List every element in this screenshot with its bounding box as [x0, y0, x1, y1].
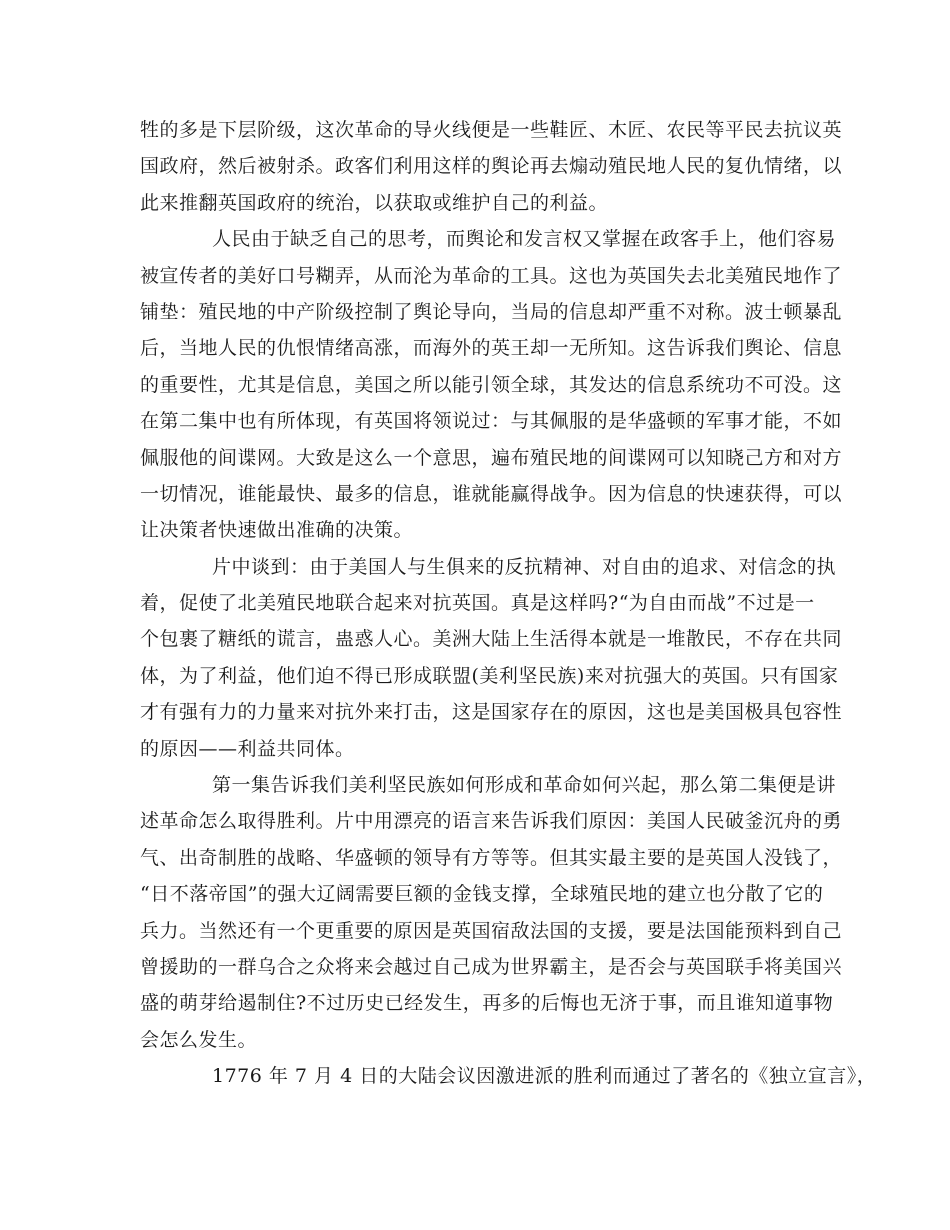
text-line: 佩服他的间谍网。大致是这么一个意思，遍布殖民地的间谍网可以知晓己方和对方	[140, 446, 843, 469]
text-line: 牲的多是下层阶级，这次革命的导火线便是一些鞋匠、木匠、农民等平民去抗议英	[140, 119, 843, 141]
text-line: 此来推翻英国政府的统治，以获取或维护自己的利益。	[140, 191, 609, 214]
paragraph-first-line: 片中谈到：由于美国人与生俱来的反抗精神、对自由的追求、对信念的执	[212, 555, 837, 578]
text-line: 体，为了利益，他们迫不得已形成联盟(美利坚民族)来对抗强大的英国。只有国家	[140, 664, 839, 687]
text-line: 会怎么发生。	[140, 1028, 258, 1051]
paragraph-first-line: 第一集告诉我们美利坚民族如何形成和革命如何兴起，那么第二集便是讲	[212, 774, 837, 797]
document-body	[140, 112, 877, 1095]
text-line: 曾援助的一群乌合之众将来会越过自己成为世界霸主，是否会与英国联手将美国兴	[140, 955, 843, 978]
text-line: 个包裹了糖纸的谎言，蛊惑人心。美洲大陆上生活得本就是一堆散民，不存在共同	[140, 628, 843, 651]
text-line: 才有强有力的力量来对抗外来打击，这是国家存在的原因，这也是美国极具包容性	[140, 701, 843, 724]
text-line: 兵力。当然还有一个更重要的原因是英国宿敌法国的支援，要是法国能预料到自己	[140, 919, 843, 942]
paragraph-first-line: 1776 年 7 月 4 日的大陆会议因激进派的胜利而通过了著名的《独立宣言》，	[212, 1065, 877, 1088]
paragraph-first-line: 人民由于缺乏自己的思考，而舆论和发言权又掌握在政客手上，他们容易	[212, 228, 837, 251]
text-line: 的原因——利益共同体。	[140, 737, 355, 760]
text-line: “日不落帝国”的强大辽阔需要巨额的金钱支撑，全球殖民地的建立也分散了它的	[140, 883, 824, 906]
text-line: 气、出奇制胜的战略、华盛顿的领导有方等等。但其实最主要的是英国人没钱了，	[140, 846, 843, 869]
text-line: 着，促使了北美殖民地联合起来对抗英国。真是这样吗?“为自由而战”不过是一	[140, 592, 815, 615]
text-line: 的重要性，尤其是信息，美国之所以能引领全球，其发达的信息系统功不可没。这	[140, 373, 843, 396]
text-line: 后，当地人民的仇恨情绪高涨，而海外的英王却一无所知。这告诉我们舆论、信息	[140, 337, 843, 360]
text-line: 一切情况，谁能最快、最多的信息，谁就能赢得战争。因为信息的快速获得，可以	[140, 482, 843, 505]
text-line: 让决策者快速做出准确的决策。	[140, 519, 414, 542]
text-line: 国政府，然后被射杀。政客们利用这样的舆论再去煽动殖民地人民的复仇情绪，以	[140, 155, 843, 178]
text-line: 被宣传者的美好口号糊弄，从而沦为革命的工具。这也为英国失去北美殖民地作了	[140, 264, 843, 287]
text-line: 述革命怎么取得胜利。片中用漂亮的语言来告诉我们原因：美国人民破釜沉舟的勇	[140, 810, 843, 833]
text-line: 盛的萌芽给遏制住?不过历史已经发生，再多的后悔也无济于事，而且谁知道事物	[140, 992, 834, 1015]
text-line: 在第二集中也有所体现，有英国将领说过：与其佩服的是华盛顿的军事才能，不如	[140, 410, 843, 433]
text-line: 铺垫：殖民地的中产阶级控制了舆论导向，当局的信息却严重不对称。波士顿暴乱	[140, 300, 843, 323]
